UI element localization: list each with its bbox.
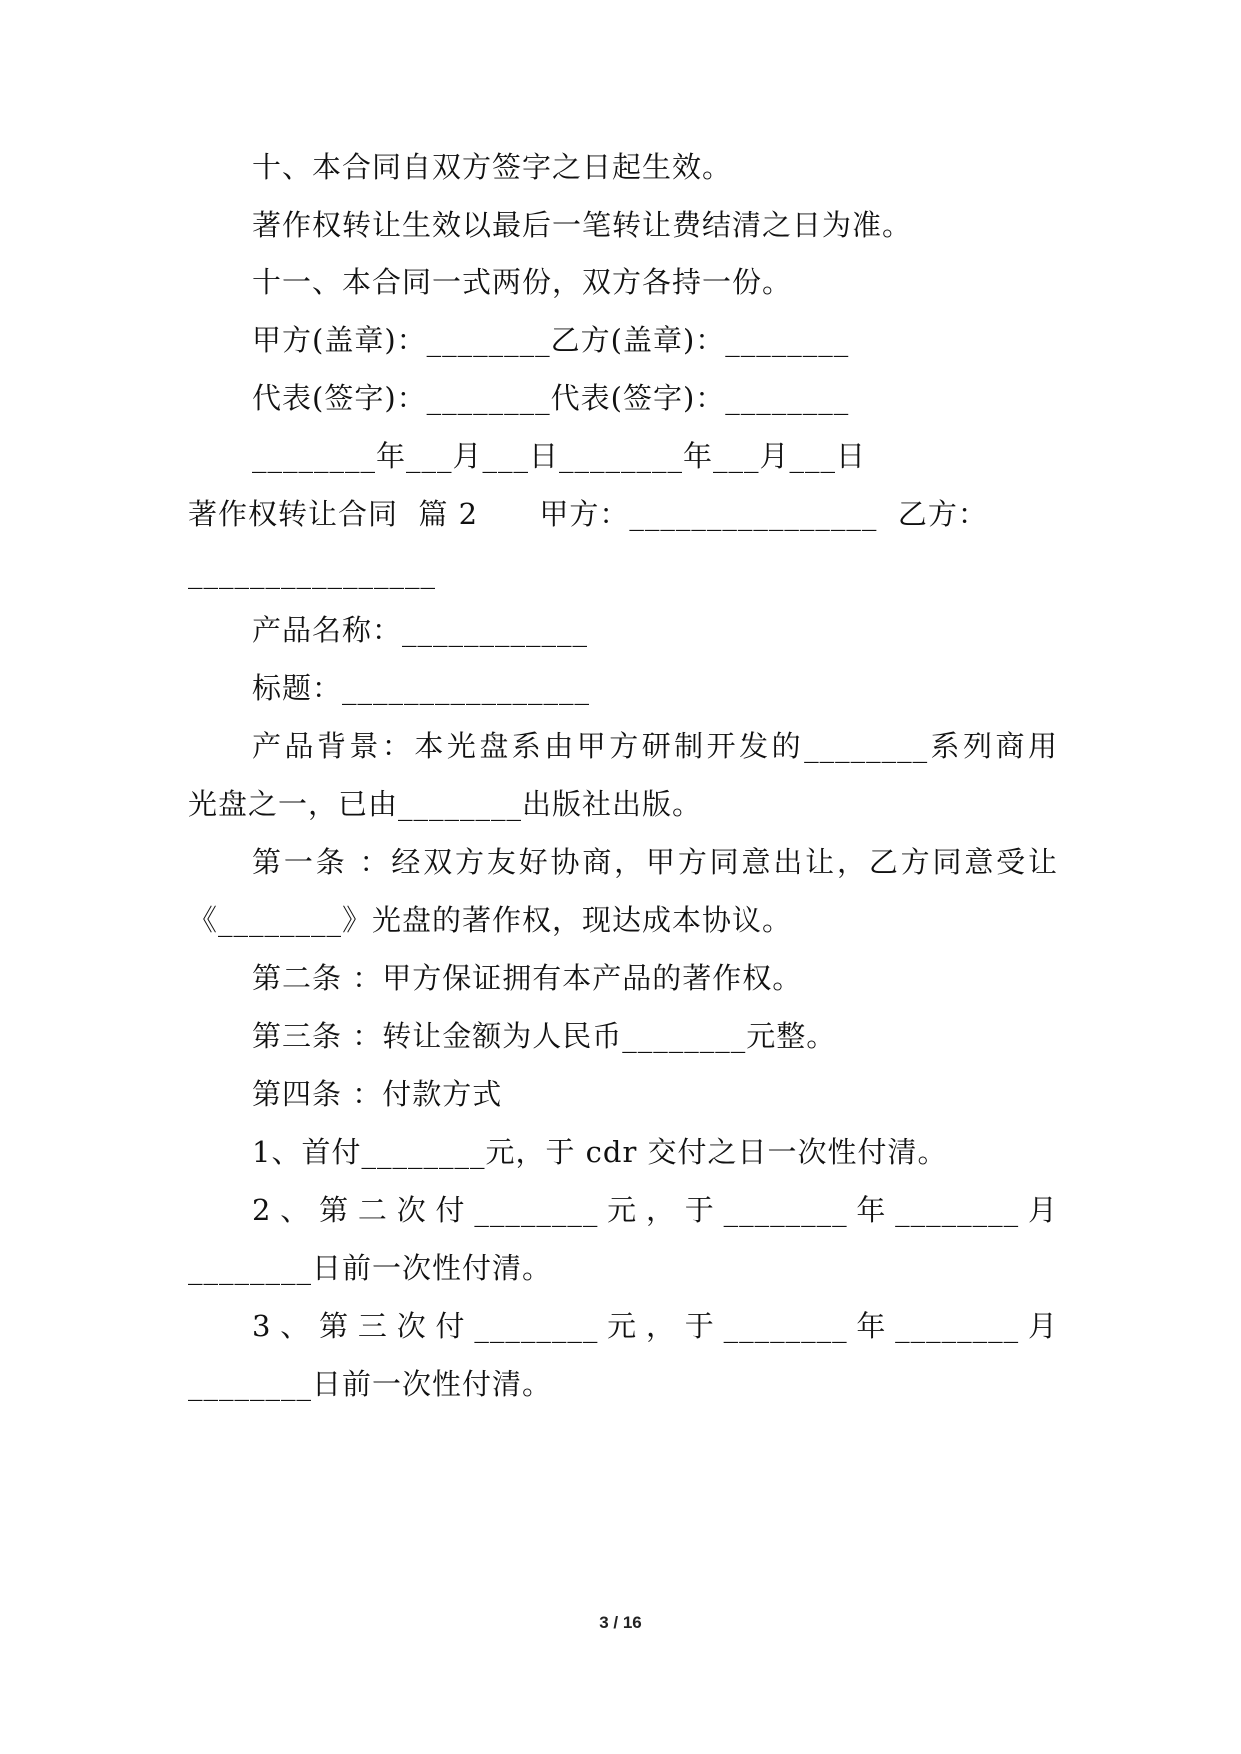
article-1-line-2: 《________》光盘的著作权，现达成本协议。 — [188, 903, 793, 937]
payment-1: 1、首付________元，于 cdr 交付之日一次性付清。 — [252, 1135, 948, 1169]
party-b-blank: ________________ — [188, 555, 436, 589]
payment-3-line-1: 3、第三次付________元，于________年________月 — [252, 1309, 1058, 1343]
article-3: 第三条 ：转让金额为人民币________元整。 — [252, 1019, 837, 1053]
title-line: 标题：________________ — [252, 671, 591, 705]
article-1-line-1: 第一条 ：经双方友好协商，甲方同意出让，乙方同意受让 — [252, 845, 1058, 879]
page-number: 3 / 16 — [599, 1613, 642, 1632]
contract-2-heading: 著作权转让合同 篇 2 甲方：________________ 乙方： — [188, 497, 988, 531]
payment-3-line-2: ________日前一次性付清。 — [188, 1367, 553, 1401]
date-line: ________年___月___日________年___月___日 — [252, 439, 867, 473]
product-background-line-2: 光盘之一，已由________出版社出版。 — [188, 787, 703, 821]
transfer-effective-note: 著作权转让生效以最后一笔转让费结清之日为准。 — [252, 208, 913, 242]
clause-10: 十、本合同自双方签字之日起生效。 — [252, 150, 733, 184]
product-background-line-1: 产品背景：本光盘系由甲方研制开发的________系列商用 — [252, 729, 1058, 763]
product-name-line: 产品名称：____________ — [252, 613, 589, 647]
signature-line: 代表(签字)：________代表(签字)：________ — [252, 381, 850, 415]
payment-2-line-2: ________日前一次性付清。 — [188, 1251, 553, 1285]
clause-11: 十一、本合同一式两份，双方各持一份。 — [252, 265, 793, 299]
seal-line: 甲方(盖章)：________乙方(盖章)：________ — [252, 323, 850, 357]
article-4: 第四条 ：付款方式 — [252, 1077, 503, 1111]
payment-2-line-1: 2、第二次付________元，于________年________月 — [252, 1193, 1058, 1227]
article-2: 第二条 ：甲方保证拥有本产品的著作权。 — [252, 961, 803, 995]
